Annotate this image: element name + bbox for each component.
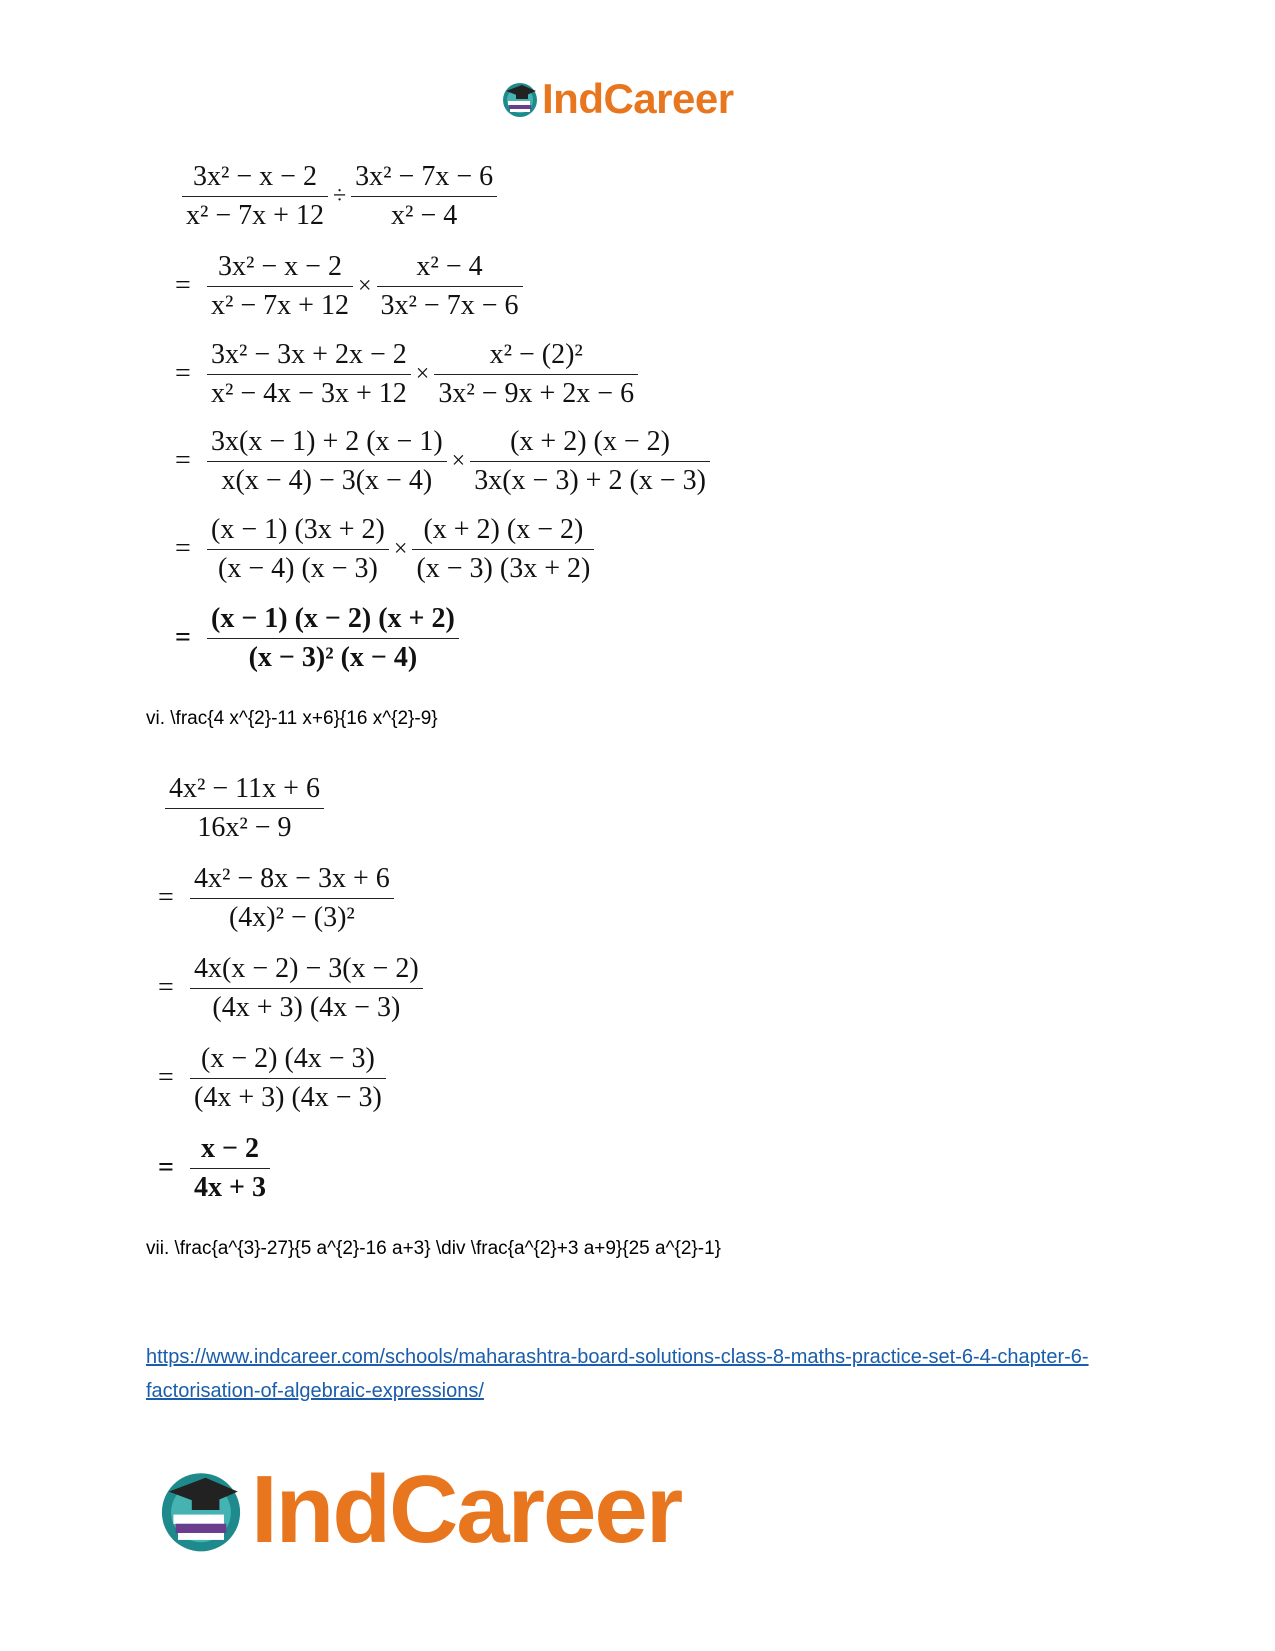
math-line-4: = $\frac{3x(x - 1) + 2 (x - 1)}{x(x - 4) - 3(x - 4)}$ × $\frac{(x + 2) (x - 2)}{3x(x - 3) + 2 (x - 3)}$ [175,425,712,497]
math-line-1: $\frac{\text{3x² − x − 2}}{\text{x² − 7x + 12}}$ ÷ $\frac{\text{3x² − 7x − 6}}{\text{x² − 4}}$ [180,160,499,232]
math-line-3: = $\frac{\text{3x² − 3x + 2x − 2}}{\text{x² − 4x − 3x + 12}}$ × $\frac{\text{x² − (2)²}}{\text{3x² − 9x + 2x − 6}}$ [175,338,640,410]
graduation-cap-books-icon [500,79,540,119]
math-line-3: = $\frac{4x(x - 2) - 3(x - 2)}{(4x + 3) (4x - 3)}$ [158,952,425,1024]
question-vii: vii. \frac{a^{3}-27}{5 a^{2}-16 a+3} \div \frac{a^{2}+3 a+9}{25 a^{2}-1} [146,1238,722,1259]
math-line-4: = $\frac{(x - 2) (4x - 3)}{(4x + 3) (4x - 3)}$ [158,1042,388,1114]
math-line-6-result: = $\frac{(x - 1) (x - 2) (x + 2)}{\text{(x − 3)² (x − 4)}}$ [175,602,461,674]
graduation-cap-books-icon [155,1464,247,1556]
math-line-1: $\frac{\text{4x² − 11x + 6}}{\text{16x² − 9}}$ [163,772,326,844]
brand-name: IndCareer [542,75,734,122]
fraction: $\frac{\text{3x² − x − 2}}{\text{x² − 7x + 12}}$ [182,160,328,232]
indcareer-logo-bottom [155,1456,682,1563]
math-line-2: = $\frac{\text{4x² − 8x − 3x + 6}}{\text{(4x)² − (3)²}}$ [158,862,396,934]
question-vi: vi. \frac{4 x^{2}-11 x+6}{16 x^{2}-9} [146,708,438,729]
source-link[interactable]: https://www.indcareer.com/schools/maharashtra-board-solutions-class-8-maths-practice-set-6-4-chapter-6-factorisation-of-algebraic-expressions/ [146,1346,1089,1402]
brand-name: IndCareer [251,1456,682,1563]
math-line-2: = $\frac{\text{3x² − x − 2}}{\text{x² − 7x + 12}}$ × $\frac{\text{x² − 4}}{\text{3x² − 7x − 6}}$ [175,250,525,322]
indcareer-logo-top [500,75,734,122]
math-line-5-result: = $\frac{x - 2}{4x + 3}$ [158,1132,272,1204]
math-line-5: = $\frac{(x - 1) (3x + 2)}{(x - 4) (x - 3)}$ × $\frac{(x + 2) (x - 2)}{(x - 3) (3x + 2)}$ [175,513,596,585]
fraction: $\frac{\text{3x² − 7x − 6}}{\text{x² − 4}}$ [351,160,497,232]
